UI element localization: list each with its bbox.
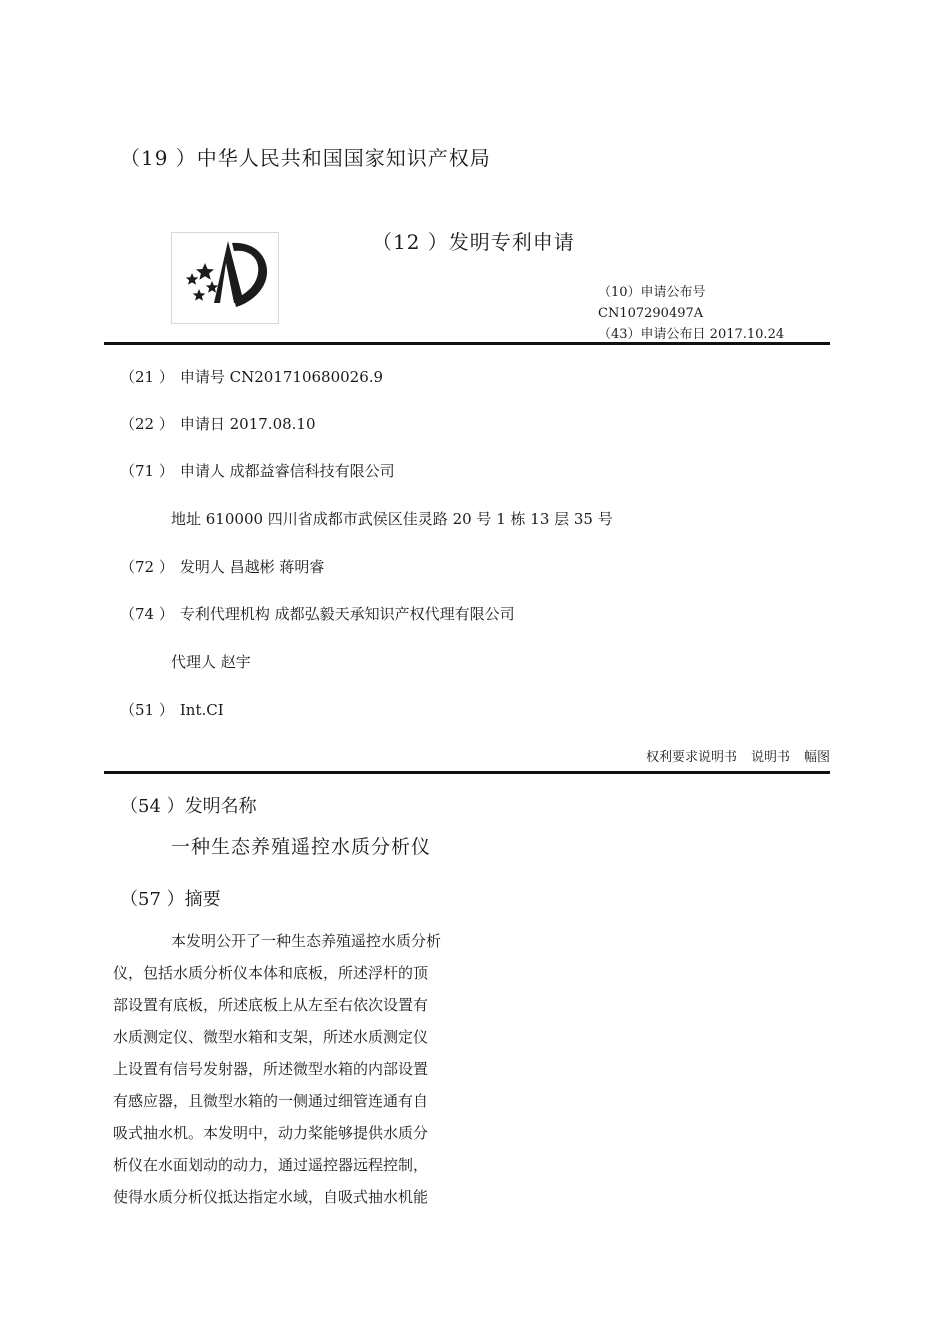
publication-number: CN107290497A [598,306,704,321]
biblio-divider [104,771,830,774]
publication-info [598,282,784,345]
abstract-line: 水质测定仪、微型水箱和支架，所述水质测定仪 [113,1028,429,1046]
abstract-line: 上设置有信号发射器，所述微型水箱的内部设置 [113,1060,429,1078]
abstract-heading: （57 ）摘要 [120,889,221,910]
cnipa-emblem-icon [172,233,278,323]
application-date: 申请日 2017.08.10 [179,415,316,433]
application-number-row [120,366,383,387]
invention-name-heading: （54 ）发明名称 [120,796,257,817]
inid-code-51: （51 ） [120,701,174,719]
claims-part: 权利要求说明书 [645,750,737,765]
abstract-line: 本发明公开了一种生态养殖遥控水质分析 [171,932,442,950]
abstract-line: 部设置有底板，所述底板上从左至右依次设置有 [113,996,429,1014]
inid-code-72: （72 ） [120,558,174,576]
inventors: 发明人 昌越彬 蒋明睿 [179,558,325,576]
abstract-line: 吸式抽水机。本发明中，动力桨能够提供水质分 [113,1124,429,1142]
application-number: 申请号 CN201710680026.9 [179,368,384,386]
inventor-row [120,556,324,577]
application-date-row [120,413,316,434]
patent-agency: 专利代理机构 成都弘毅天承知识产权代理有限公司 [179,605,515,623]
inid-code-74: （74 ） [120,605,174,623]
abstract-text [113,925,459,1213]
invention-title: 一种生态养殖遥控水质分析仪 [171,836,432,858]
applicant: 申请人 成都益睿信科技有限公司 [179,462,395,480]
abstract-line: 析仪在水面划动的动力，通过遥控器远程控制， [113,1156,429,1174]
inid-code-71: （71 ） [120,462,174,480]
applicant-row [120,460,395,481]
document-parts [632,746,830,765]
header-divider [104,342,830,345]
abstract-line: 仪，包括水质分析仪本体和底板，所述浮杆的顶 [113,964,429,982]
agency-row [120,603,515,624]
cnipa-logo [171,232,279,324]
office-heading: （19 ）中华人民共和国国家知识产权局 [120,146,491,170]
drawings-part: 幅图 [803,750,830,765]
publication-number-label: （10）申请公布号 [598,285,706,300]
inid-code-22: （22 ） [120,415,174,433]
abstract-line: 有感应器，且微型水箱的一侧通过细管连通有自 [113,1092,429,1110]
patent-agent: 代理人 赵宇 [171,653,251,671]
publication-date: （43）申请公布日 2017.10.24 [598,327,785,342]
inid-code-21: （21 ） [120,368,174,386]
int-cl-row [120,699,224,720]
document-type-heading: （12 ）发明专利申请 [372,230,575,254]
description-part: 说明书 [750,750,790,765]
applicant-address: 地址 610000 四川省成都市武侯区佳灵路 20 号 1 栋 13 层 35 号 [171,510,613,528]
abstract-line: 使得水质分析仪抵达指定水域，自吸式抽水机能 [113,1188,429,1206]
int-cl: Int.CI [179,701,224,719]
